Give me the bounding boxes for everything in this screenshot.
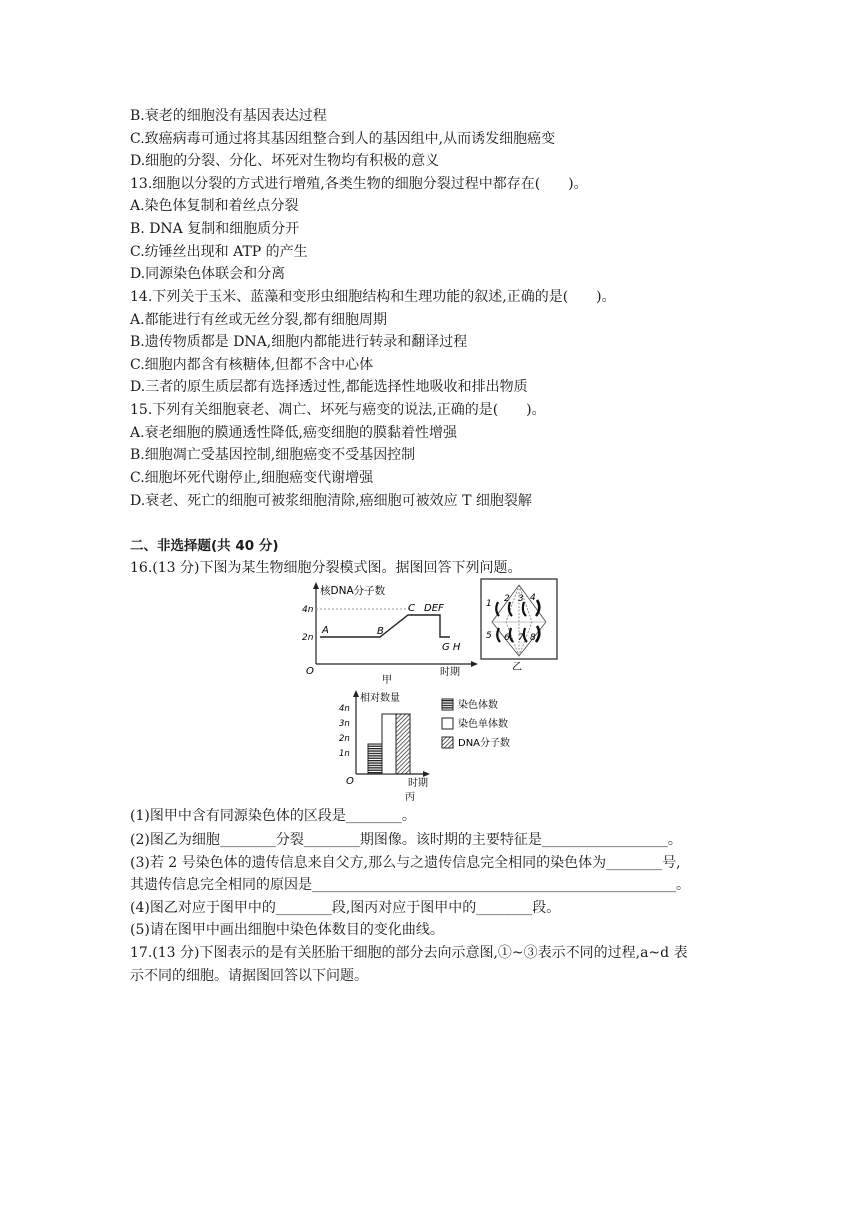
option-b-prior: B.衰老的细胞没有基因表达过程 <box>130 108 327 124</box>
x-axis-arrow <box>423 771 430 777</box>
q13-option-c: C.纺锤丝出现和 ATP 的产生 <box>130 244 308 260</box>
jia-origin: O <box>306 666 314 677</box>
bing-tick-3n: 3n <box>339 719 350 729</box>
chromosome-label: 3 <box>518 594 524 604</box>
option-d-prior: D.细胞的分裂、分化、坏死对生物均有积极的意义 <box>130 153 440 169</box>
jia-tick-4n: 4n <box>302 605 314 615</box>
chromosome-label: 7 <box>518 633 524 643</box>
q15-option-c: C.细胞坏死代谢停止,细胞癌变代谢增强 <box>130 470 374 486</box>
q16-part5: (5)请在图甲中画出细胞中染色体数目的变化曲线。 <box>130 922 444 938</box>
legend-label-2: 染色单体数 <box>458 719 508 730</box>
bar-3 <box>396 714 410 774</box>
yi-caption: 乙 <box>512 662 522 670</box>
q13-option-b: B. DNA 复制和细胞质分开 <box>130 221 300 237</box>
q14-option-c: C.细胞内都含有核糖体,但都不含中心体 <box>130 357 374 373</box>
y-axis-arrow <box>353 690 359 697</box>
bing-tick-1n: 1n <box>339 749 350 759</box>
jia-caption: 甲 <box>382 675 392 684</box>
bing-ylabel: 相对数量 <box>360 693 400 704</box>
section-heading: 二、非选择题(共 40 分) <box>130 538 279 554</box>
q14-stem: 14.下列关于玉米、蓝藻和变形虫细胞结构和生理功能的叙述,正确的是( )。 <box>130 289 616 305</box>
chromosome <box>523 602 526 616</box>
point-gh: G H <box>442 642 461 653</box>
point-b: B <box>377 626 384 637</box>
option-c-prior: C.致癌病毒可通过将其基因组整合到人的基因组中,从而诱发细胞癌变 <box>130 131 556 147</box>
point-def: DEF <box>424 603 444 614</box>
q16-part3-line2: 其遗传信息完全相同的原因是____________________________________________________。 <box>130 877 690 893</box>
figure-jia <box>300 578 480 684</box>
legend-label-1: 染色体数 <box>458 700 498 711</box>
q14-option-b: B.遗传物质都是 DNA,细胞内都能进行转录和翻译过程 <box>130 334 468 350</box>
bing-tick-2n: 2n <box>339 734 350 744</box>
dna-line-graph <box>300 578 480 684</box>
cell-division-diagram <box>480 578 560 670</box>
bing-caption: 丙 <box>405 792 415 802</box>
bing-xlabel: 时期 <box>408 778 428 789</box>
chromosome-label: 1 <box>486 599 492 609</box>
q16-part3-line1: (3)若 2 号染色体的遗传信息来自父方,那么与之遗传信息完全相同的染色体为________号, <box>130 855 681 871</box>
relative-quantity-bar-chart <box>338 688 538 802</box>
chromosome <box>497 628 500 642</box>
q14-option-a: A.都能进行有丝或无丝分裂,都有细胞周期 <box>130 312 388 328</box>
q15-option-a: A.衰老细胞的膜通透性降低,癌变细胞的膜黏着性增强 <box>130 425 458 441</box>
bar-2 <box>382 714 396 774</box>
q15-option-b: B.细胞凋亡受基因控制,细胞癌变不受基因控制 <box>130 447 416 463</box>
chromosome-label: 8 <box>530 633 536 643</box>
q15-stem: 15.下列有关细胞衰老、凋亡、坏死与癌变的说法,正确的是( )。 <box>130 402 546 418</box>
legend-swatch-3 <box>442 737 453 748</box>
q16-stem: 16.(13 分)下图为某生物细胞分裂模式图。据图回答下列问题。 <box>130 560 522 576</box>
dna-curve <box>320 615 450 637</box>
q13-stem: 13.细胞以分裂的方式进行增殖,各类生物的细胞分裂过程中都存在( )。 <box>130 176 588 192</box>
legend-swatch-1 <box>442 699 453 710</box>
chromosome <box>496 602 499 616</box>
q17-stem-line2: 示不同的细胞。请据图回答以下问题。 <box>130 968 368 984</box>
chromosome <box>524 628 527 642</box>
q16-part4: (4)图乙对应于图甲中的________段,图丙对应于图甲中的________段。 <box>130 900 561 916</box>
jia-tick-2n: 2n <box>302 633 314 643</box>
q15-option-d: D.衰老、死亡的细胞可被浆细胞清除,癌细胞可被效应 T 细胞裂解 <box>130 493 532 509</box>
cell-frame <box>481 579 557 659</box>
q13-option-a: A.染色体复制和着丝点分裂 <box>130 198 299 214</box>
q16-part1: (1)图甲中含有同源染色体的区段是________。 <box>130 808 416 824</box>
q17-stem-line1: 17.(13 分)下图表示的是有关胚胎干细胞的部分去向示意图,①~③表示不同的过程,a~d 表 <box>130 945 688 961</box>
q14-option-d: D.三者的原生质层都有选择透过性,都能选择性地吸收和排出物质 <box>130 379 528 395</box>
chromosome <box>510 628 513 642</box>
y-axis-arrow <box>313 582 319 589</box>
chromosome <box>536 600 539 616</box>
jia-xlabel: 时期 <box>440 667 460 678</box>
bing-origin: O <box>346 776 354 787</box>
x-axis-arrow <box>471 661 478 667</box>
legend-swatch-2 <box>442 718 453 729</box>
figure-bing <box>338 688 538 802</box>
figure-yi <box>480 578 560 670</box>
legend-label-3: DNA分子数 <box>458 738 511 749</box>
bar-1 <box>368 744 382 774</box>
chromosome-label: 6 <box>504 633 510 643</box>
bing-tick-4n: 4n <box>339 704 350 714</box>
chromosome-label: 2 <box>504 594 510 604</box>
q13-option-d: D.同源染色体联会和分离 <box>130 266 286 282</box>
point-c: C <box>408 603 415 614</box>
point-a: A <box>322 625 329 636</box>
chromosome-label: 4 <box>530 593 536 603</box>
jia-ylabel: 核DNA分子数 <box>320 585 386 597</box>
chromosome-label: 5 <box>486 631 492 641</box>
q16-part2: (2)图乙为细胞________分裂________期图像。该时期的主要特征是__________________。 <box>130 832 682 848</box>
